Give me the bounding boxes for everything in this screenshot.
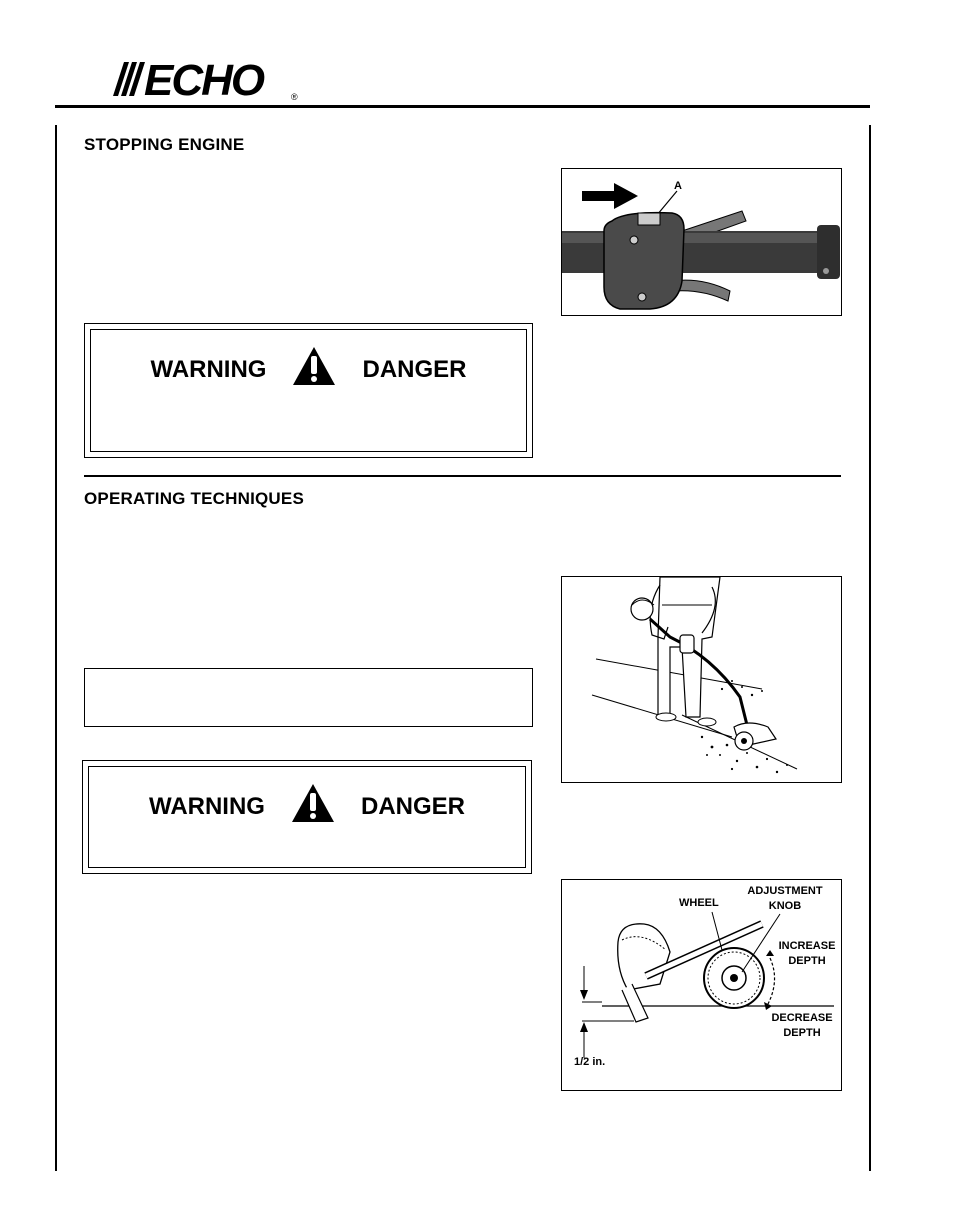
section-divider [84, 475, 841, 477]
warning-label: WARNING [148, 792, 265, 820]
warning-triangle-icon [291, 783, 335, 830]
label-knob: KNOB [768, 900, 802, 912]
registered-mark: ® [291, 92, 298, 102]
arrow-right-icon [582, 183, 638, 209]
warning-danger-box-1 [84, 323, 533, 458]
figure-depth-adjustment [561, 879, 842, 1091]
left-margin-rule [55, 125, 57, 1171]
note-box [84, 668, 533, 727]
figure-stop-switch [561, 168, 842, 316]
label-decrease: DECREASE [771, 1012, 833, 1024]
header-rule [55, 105, 870, 108]
brand-wordmark: ECHO [144, 56, 264, 102]
label-adjustment: ADJUSTMENT [747, 885, 823, 897]
label-increase-depth: DEPTH [788, 955, 826, 967]
figure-operator-edging [561, 576, 842, 783]
echo-logo [110, 56, 305, 102]
section-title-stopping-engine: STOPPING ENGINE [84, 135, 245, 154]
label-wheel: WHEEL [679, 897, 719, 909]
right-margin-rule [869, 125, 871, 1171]
stop-switch-button [638, 213, 660, 225]
danger-label: DANGER [362, 355, 467, 383]
warning-triangle-icon [292, 346, 336, 393]
section-title-operating-techniques: OPERATING TECHNIQUES [84, 489, 304, 508]
label-increase: INCREASE [778, 940, 836, 952]
danger-label: DANGER [360, 792, 465, 820]
label-half-inch: 1/2 in. [574, 1056, 606, 1068]
warning-danger-box-2 [82, 760, 532, 874]
warning-label: WARNING [150, 355, 267, 383]
label-decrease-depth: DEPTH [783, 1027, 821, 1039]
callout-a: A [674, 180, 682, 192]
